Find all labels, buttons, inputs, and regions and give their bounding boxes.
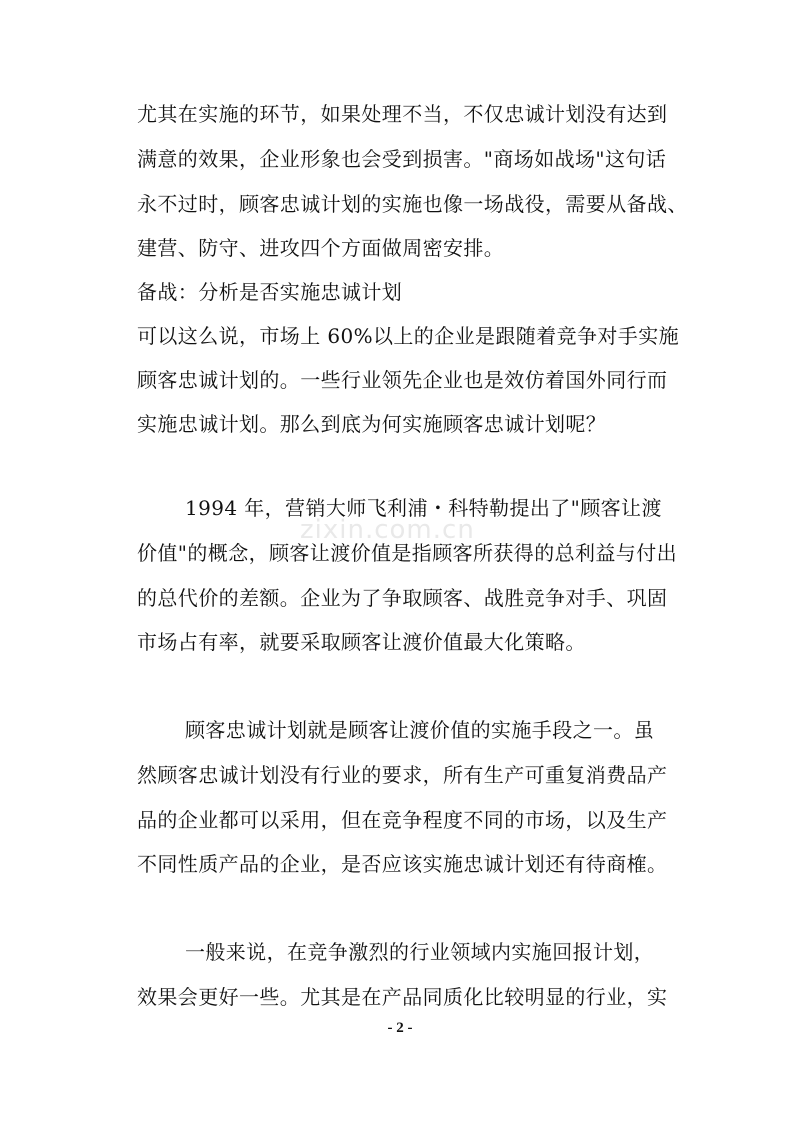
- page-number: - 2 -: [387, 1020, 413, 1036]
- text-line: 1994 年，营销大师飞利浦・科特勒提出了"顾客让渡: [185, 496, 662, 520]
- text-line: 一般来说，在竞争激烈的行业领域内实施回报计划，: [185, 940, 655, 964]
- text-line: 市场占有率，就要采取顾客让渡价值最大化策略。: [137, 630, 586, 654]
- text-line: 可以这么说，市场上 60%以上的企业是跟随着竞争对手实施: [137, 324, 680, 348]
- text-line: 满意的效果，企业形象也会受到损害。"商场如战场"这句话: [137, 147, 667, 171]
- text-line: 品的企业都可以采用，但在竞争程度不同的市场，以及生产: [137, 808, 668, 832]
- text-line: 顾客忠诚计划就是顾客让渡价值的实施手段之一。虽: [185, 718, 655, 742]
- text-line: 尤其在实施的环节，如果处理不当，不仅忠诚计划没有达到: [137, 102, 668, 126]
- text-line: 不同性质产品的企业，是否应该实施忠诚计划还有待商榷。: [137, 852, 668, 876]
- text-line: 的总代价的差额。企业为了争取顾客、战胜竞争对手、巩固: [137, 586, 668, 610]
- text-line: 顾客忠诚计划的。一些行业领先企业也是效仿着国外同行而: [137, 368, 668, 392]
- section-heading: 备战：分析是否实施忠诚计划: [137, 280, 403, 304]
- text-line: 价值"的概念，顾客让渡价值是指顾客所获得的总利益与付出: [137, 541, 677, 565]
- text-line: 建营、防守、进攻四个方面做周密安排。: [137, 236, 505, 260]
- watermark: zixin.com.cn: [300, 515, 475, 545]
- text-line: 效果会更好一些。尤其是在产品同质化比较明显的行业，实: [137, 985, 668, 1009]
- text-line: 永不过时，顾客忠诚计划的实施也像一场战役，需要从备战、: [137, 192, 688, 216]
- text-line: 然顾客忠诚计划没有行业的要求，所有生产可重复消费品产: [137, 763, 668, 787]
- text-line: 实施忠诚计划。那么到底为何实施顾客忠诚计划呢？: [137, 412, 607, 436]
